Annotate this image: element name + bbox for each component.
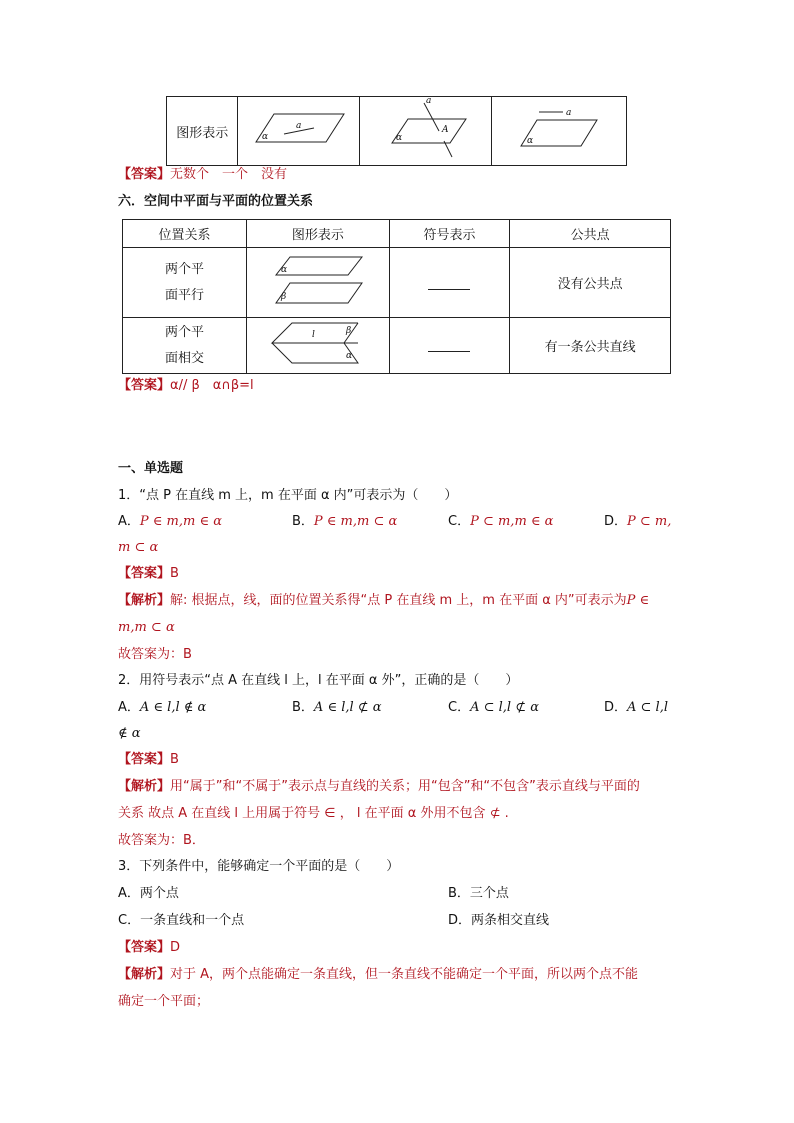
- q2-option-b[interactable]: B．A ∈ l,l ⊄ α: [292, 700, 382, 715]
- label-a-3: a: [566, 108, 572, 118]
- q1-answer: 【答案】B: [118, 566, 179, 581]
- label-A-point: A: [441, 125, 449, 135]
- q3-stem: 3．下列条件中，能够确定一个平面的是（ ）: [118, 859, 400, 874]
- figure-intersect-planes: [247, 318, 390, 374]
- plane-plane-table: [122, 219, 671, 374]
- common-point-intersect: 有一条公共直线: [510, 318, 671, 374]
- label-alpha-2: α: [395, 133, 402, 143]
- figure-line-parallel-plane: [492, 97, 627, 166]
- label-a-2: a: [425, 97, 432, 106]
- relation-intersect: 两个平 面相交: [123, 318, 247, 374]
- q2-conclusion: 故答案为：B．: [118, 833, 205, 848]
- q3-option-c[interactable]: C．一条直线和一个点: [118, 913, 245, 928]
- q2-answer: 【答案】B: [118, 752, 179, 767]
- symbol-intersect-blank: [389, 318, 509, 374]
- label-alpha-4: α: [280, 264, 288, 275]
- figure-row-label: 图形表示: [167, 97, 238, 166]
- q3-option-a[interactable]: A．两个点: [118, 886, 179, 901]
- relation-parallel: 两个平 面平行: [123, 248, 247, 318]
- header-figure: 图形表示: [247, 220, 390, 248]
- symbol-parallel-blank: [389, 248, 509, 318]
- q1-analysis-cont: m,m ⊂ α: [118, 620, 175, 635]
- header-symbol: 符号表示: [389, 220, 509, 248]
- answer-line-2: 【答案】α// β α∩β=l: [118, 378, 254, 393]
- q3-option-d[interactable]: D．两条相交直线: [448, 913, 550, 928]
- header-common-point: 公共点: [510, 220, 671, 248]
- q2-analysis: 【解析】用“属于”和“不属于”表示点与直线的关系；用“包含”和“不包含”表示直线与平面的: [118, 779, 640, 794]
- q3-analysis: 【解析】对于 A，两个点能确定一条直线，但一条直线不能确定一个平面，所以两个点不能: [118, 967, 639, 982]
- answer-1-text: 无数个 一个 没有: [170, 167, 288, 182]
- figure-line-in-plane: [238, 97, 360, 166]
- figure-parallel-planes: [247, 248, 390, 318]
- section-6-title: 六．空间中平面与平面的位置关系: [118, 194, 314, 209]
- label-l-line: l: [311, 329, 315, 340]
- common-point-parallel: 没有公共点: [510, 248, 671, 318]
- line-plane-figure-table: [166, 96, 627, 166]
- label-a-1: a: [295, 121, 302, 131]
- q1-stem: 1．“点 P 在直线 m 上，m 在平面 α 内”可表示为（ ）: [118, 488, 458, 503]
- label-beta-2: β: [345, 325, 352, 336]
- q3-option-b[interactable]: B．三个点: [448, 886, 509, 901]
- q3-answer: 【答案】D: [118, 940, 181, 955]
- q1-analysis: 【解析】解: 根据点，线，面的位置关系得“点 P 在直线 m 上，m 在平面 α 内”可表示为P ∈: [118, 593, 650, 608]
- answer-2-text: α// β α∩β=l: [170, 378, 254, 393]
- q2-stem: 2．用符号表示“点 A 在直线 l 上，l 在平面 α 外”，正确的是（ ）: [118, 673, 519, 688]
- q2-option-c[interactable]: C．A ⊂ l,l ⊄ α: [448, 700, 540, 715]
- q1-option-a[interactable]: A．P ∈ m,m ∈ α: [118, 514, 222, 529]
- q2-option-d[interactable]: D．A ⊂ l,l: [604, 700, 669, 715]
- q3-analysis-cont: 确定一个平面；: [118, 994, 210, 1009]
- q1-option-c[interactable]: C．P ⊂ m,m ∈ α: [448, 514, 554, 529]
- label-alpha-5: α: [345, 350, 353, 361]
- q2-option-d-cont: ∉ α: [118, 726, 141, 741]
- part-1-title: 一、单选题: [118, 461, 184, 476]
- answer-line-1: 【答案】无数个 一个 没有: [118, 167, 288, 182]
- q2-option-a[interactable]: A．A ∈ l,l ∉ α: [118, 700, 207, 715]
- label-beta-1: β: [280, 291, 287, 302]
- q2-analysis-cont: 关系 故点 A 在直线 l 上用属于符号 ∈ ， l 在平面 α 外用不包含 ⊄ .: [118, 806, 509, 821]
- figure-line-intersect-plane: [360, 97, 492, 166]
- q1-option-d-cont: m ⊂ α: [118, 540, 159, 555]
- header-relation: 位置关系: [123, 220, 247, 248]
- q1-conclusion: 故答案为：B: [118, 647, 192, 662]
- label-alpha-1: α: [261, 132, 268, 142]
- q1-option-b[interactable]: B．P ∈ m,m ⊂ α: [292, 514, 398, 529]
- q1-option-d[interactable]: D．P ⊂ m,: [604, 514, 672, 529]
- label-alpha-3: α: [527, 136, 534, 146]
